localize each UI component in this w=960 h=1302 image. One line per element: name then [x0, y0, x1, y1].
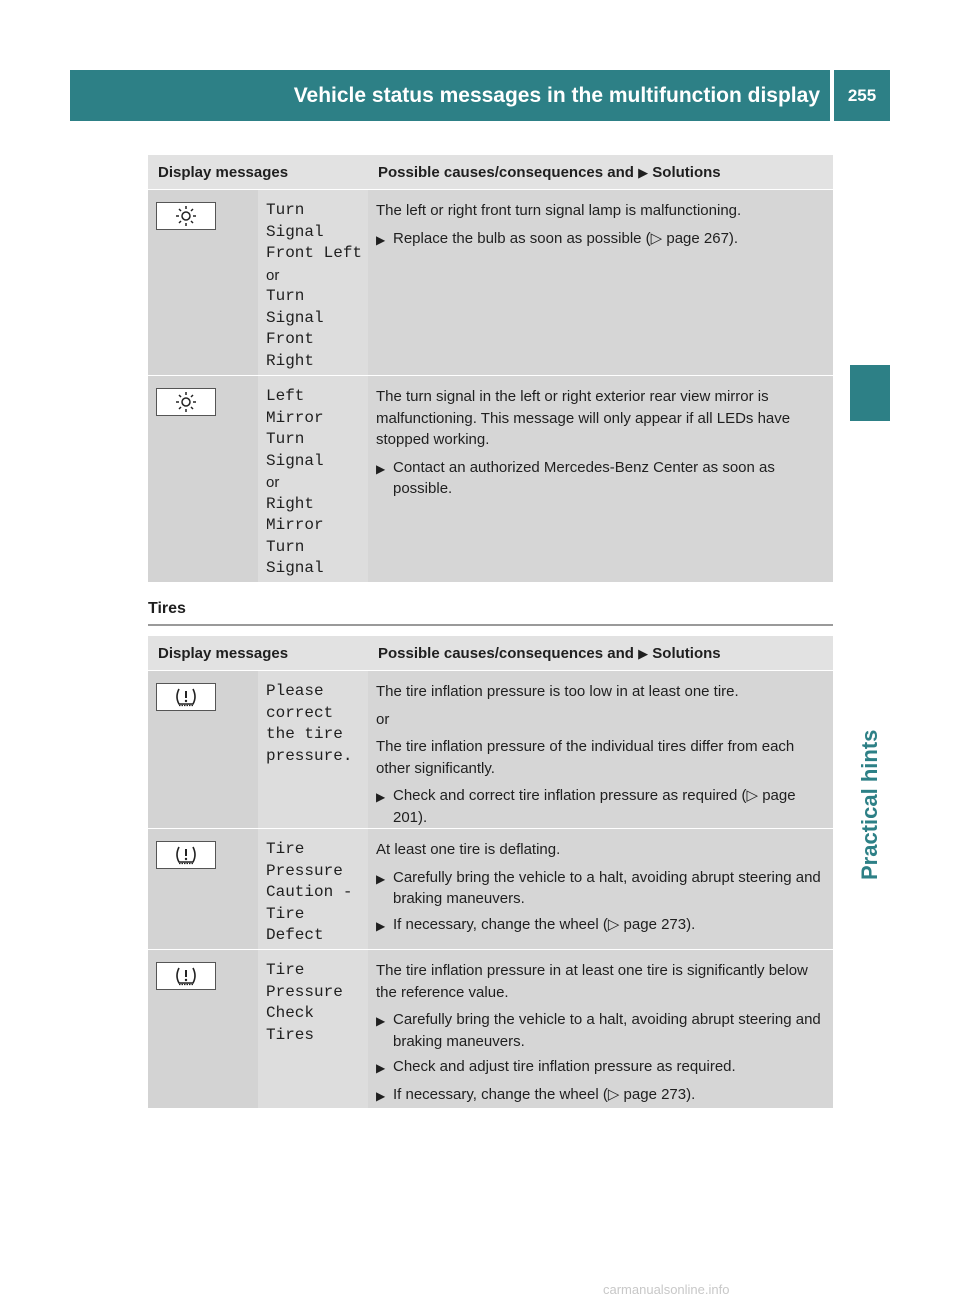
arrow-icon: ▶	[376, 1014, 386, 1028]
col-header-solutions: Possible causes/consequences and ▶ Solutions	[378, 163, 721, 181]
bulb-icon	[156, 388, 216, 416]
solution-step: ▶ If necessary, change the wheel (▷ page 273).	[376, 914, 827, 938]
section-title: Tires	[148, 600, 186, 617]
solution-step: ▶ Replace the bulb as soon as possible (▷ page 267).	[376, 228, 827, 252]
message-cell: Please correct the tire pressure.	[258, 671, 368, 828]
icon-cell	[148, 950, 258, 1108]
description-cell: The tire inflation pressure in at least one tire is significantly below the reference value. ▶ Carefully bring the vehicle to a halt, avoiding abrupt steering and braking maneuvers. ▶ Check and adjust tire inflation pressure as required. ▶ If necessary, change the wheel (▷ page 273).	[368, 950, 833, 1108]
tires-table	[148, 636, 833, 1108]
description-cell: At least one tire is deflating. ▶ Carefully bring the vehicle to a halt, avoiding abrupt steering and braking maneuvers. ▶ If necessary, change the wheel (▷ page 273).	[368, 829, 833, 949]
icon-cell	[148, 376, 258, 582]
description-cell: The tire inflation pressure is too low in at least one tire. or The tire inflation pressure of the individual tires differ from each other significantly. ▶ Check and correct tire inflation pressure as required (▷ page 201).	[368, 671, 833, 828]
description-cell: The left or right front turn signal lamp is malfunctioning. ▶ Replace the bulb as soon as possible (▷ page 267).	[368, 190, 833, 375]
solution-step: ▶ Carefully bring the vehicle to a halt, avoiding abrupt steering and braking maneuvers.	[376, 867, 827, 910]
page-header-title: Vehicle status messages in the multifunction display	[293, 83, 820, 107]
table-row	[148, 375, 833, 582]
icon-cell	[148, 671, 258, 828]
icon-cell	[148, 190, 258, 375]
col-header-display-messages: Display messages	[158, 644, 289, 662]
tire-pressure-icon	[156, 962, 216, 990]
arrow-icon: ▶	[376, 232, 386, 247]
description-cell: The turn signal in the left or right exterior rear view mirror is malfunctioning. This message will only appear if all LEDs have stopped working. ▶ Contact an authorized Mercedes-Benz Center as soon as possible.	[368, 376, 833, 582]
arrow-icon: ▶	[376, 918, 386, 933]
message-cell: Tire Pressure Caution - Tire Defect	[258, 829, 368, 949]
arrow-icon: ▶	[376, 790, 386, 804]
bulb-icon	[156, 202, 216, 230]
message-cell: Tire Pressure Check Tires	[258, 950, 368, 1108]
solution-step: ▶ Check and adjust tire inflation pressure as required.	[376, 1056, 827, 1080]
arrow-icon: ▶	[638, 645, 649, 661]
watermark: carmanualsonline.info	[603, 1282, 730, 1297]
solution-step: ▶ If necessary, change the wheel (▷ page 273).	[376, 1084, 827, 1108]
solution-step: ▶ Contact an authorized Mercedes-Benz Center as soon as possible.	[376, 457, 827, 500]
col-header-display-messages: Display messages	[158, 163, 289, 181]
solution-step: ▶ Carefully bring the vehicle to a halt, avoiding abrupt steering and braking maneuvers.	[376, 1009, 827, 1052]
section-divider	[148, 624, 833, 626]
table-row	[148, 949, 833, 1108]
table-header	[148, 155, 833, 189]
arrow-icon: ▶	[376, 871, 386, 886]
arrow-icon: ▶	[638, 164, 649, 180]
arrow-icon: ▶	[376, 461, 386, 476]
message-cell: Turn Signal Front Left or Turn Signal Front Right	[258, 190, 368, 375]
col-header-solutions: Possible causes/consequences and ▶ Solutions	[378, 644, 721, 662]
table-row	[148, 189, 833, 375]
icon-cell	[148, 829, 258, 949]
table-header	[148, 636, 833, 670]
side-tab-label: Practical hints	[857, 729, 882, 880]
header-title-bar	[70, 70, 830, 121]
table-row	[148, 828, 833, 949]
tire-pressure-icon	[156, 683, 216, 711]
message-cell: Left Mirror Turn Signal or Right Mirror Turn Signal	[258, 376, 368, 582]
solution-step: ▶ Check and correct tire inflation pressure as required (▷ page 201).	[376, 785, 827, 828]
page-number-text: 255	[847, 85, 877, 105]
side-tab-marker	[850, 365, 890, 421]
tire-pressure-icon	[156, 841, 216, 869]
turn-signal-table	[148, 155, 833, 582]
arrow-icon: ▶	[376, 1061, 386, 1075]
arrow-icon: ▶	[376, 1088, 386, 1103]
table-row	[148, 670, 833, 828]
page-number	[834, 70, 890, 121]
